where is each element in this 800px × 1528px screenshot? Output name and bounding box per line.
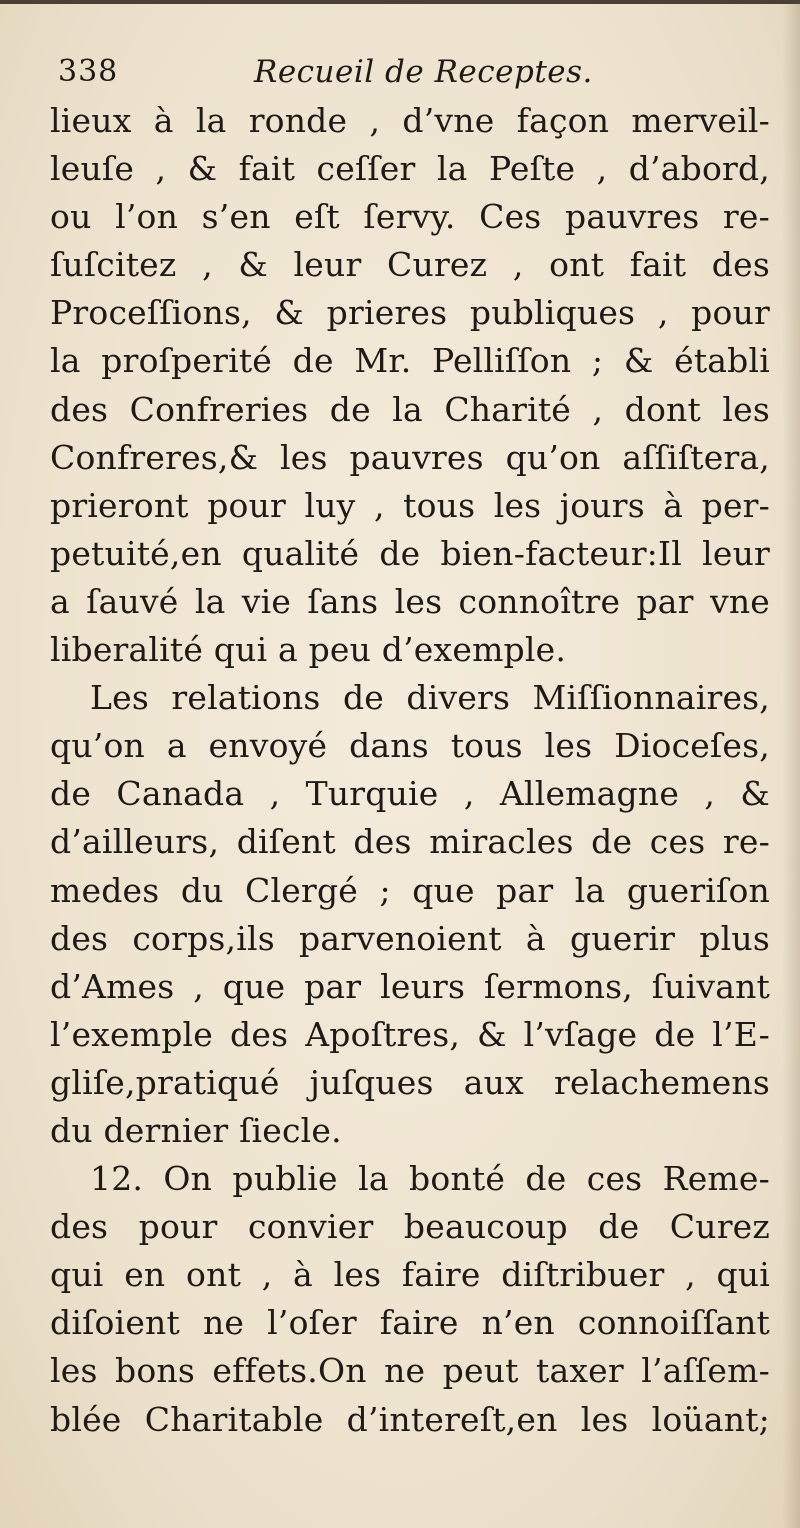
text-line: blée Charitable d’intereſt,en les loüant;	[50, 1399, 770, 1439]
text-line: ſuſcitez , & leur Curez , ont fait des	[50, 245, 770, 285]
text-line: les bons effets.On ne peut taxer l’aſſem-	[50, 1351, 770, 1391]
text-line: du dernier ſiecle.	[50, 1110, 342, 1150]
text-line: qui en ont , à les faire diſtribuer , qui	[50, 1255, 770, 1295]
text-line: des pour convier beaucoup de Curez	[50, 1207, 770, 1247]
text-line: lieux à la ronde , d’vne façon merveil-	[50, 101, 770, 140]
text-line: diſoient ne l’oſer faire n’en connoiſſant	[50, 1303, 770, 1343]
text-line: qu’on a envoyé dans tous les Dioceſes,	[50, 726, 770, 766]
text-line: leuſe , & fait ceſſer la Peſte , d’abord,	[50, 149, 770, 189]
text-line: Confreres,& les pauvres qu’on aſſiſtera,	[50, 437, 770, 477]
running-title: Recueil de Receptes.	[254, 54, 593, 90]
body-text	[50, 97, 770, 1444]
text-line: de Canada , Turquie , Allemagne , &	[50, 774, 770, 814]
text-line: petuité,en qualité de bien-facteur:Il leur	[50, 533, 770, 573]
top-edge-shadow	[0, 0, 800, 4]
page-gutter-shadow	[782, 0, 800, 1528]
text-line: 12. On publie la bonté de ces Reme-	[90, 1159, 770, 1199]
text-line: a ſauvé la vie ſans les connoître par vne	[50, 581, 770, 621]
text-line: des corps,ils parvenoient à guerir plus	[50, 918, 770, 958]
text-line: des Confreries de la Charité , dont les	[50, 389, 770, 429]
text-line: prieront pour luy , tous les jours à per-	[50, 485, 770, 525]
page-number: 338	[58, 54, 119, 89]
text-line: Proceſſions, & prieres publiques , pour	[50, 293, 770, 333]
text-line: la proſperité de Mr. Pelliſſon ; & établi	[50, 341, 770, 381]
text-line: Les relations de divers Miſſionnaires,	[90, 678, 770, 718]
text-line: d’Ames , que par leurs ſermons, ſuivant	[50, 966, 770, 1006]
text-line: liberalité qui a peu d’exemple.	[50, 630, 567, 670]
page-header	[58, 54, 758, 98]
text-line: ou l’on s’en eſt ſervy. Ces pauvres re-	[50, 197, 770, 237]
text-line: d’ailleurs, diſent des miracles de ces re-	[50, 822, 770, 862]
text-line: gliſe,pratiqué juſques aux relachemens	[50, 1062, 770, 1102]
text-line: medes du Clergé ; que par la gueriſon	[50, 870, 770, 910]
text-line: l’exemple des Apoſtres, & l’vſage de l’E-	[50, 1014, 770, 1054]
